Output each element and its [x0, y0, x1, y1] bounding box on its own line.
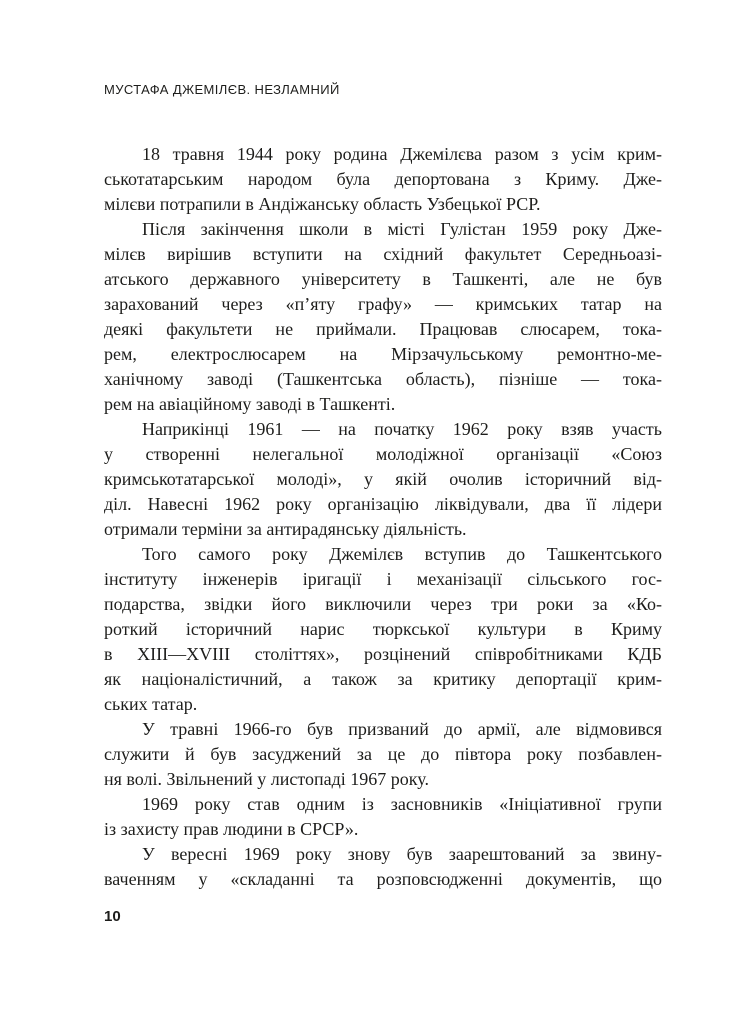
text-line: подарства, звідки його виключили через три роки за «Ко-: [104, 594, 662, 614]
paragraph: [104, 842, 662, 892]
text-line: атського державного університету в Ташкенті, але не був: [104, 269, 662, 289]
text-line: зарахований через «п’яту графу» — кримських татар на: [104, 294, 662, 314]
paragraph: [104, 217, 662, 417]
text-line: ських татар.: [104, 694, 198, 714]
text-line: рем на авіаційному заводі в Ташкенті.: [104, 394, 396, 414]
text-line: рем, електрослюсарем на Мірзачульському ремонтно-ме-: [104, 344, 662, 364]
text-line: ня волі. Звільнений у листопаді 1967 року.: [104, 769, 429, 789]
text-line: інституту інженерів іригації і механізації сільського гос-: [104, 569, 662, 589]
text-line: в XIII—XVIII століттях», розцінений співробітниками КДБ: [104, 644, 662, 664]
paragraph: [104, 717, 662, 792]
text-line: ханічному заводі (Ташкентська область), пізніше — тока-: [104, 369, 662, 389]
text-line: деякі факультети не приймали. Працював слюсарем, тока-: [104, 319, 662, 339]
text-line: мілєв вирішив вступити на східний факультет Середньоазі-: [104, 244, 662, 264]
text-line: ваченням у «складанні та розповсюдженні документів, що: [104, 869, 662, 889]
text-line: отримали терміни за антирадянську діяльність.: [104, 519, 467, 539]
text-line: Того самого року Джемілєв вступив до Ташкентського: [142, 544, 662, 564]
text-line: служити й був засуджений за це до півтора року позбавлен-: [104, 744, 662, 764]
text-line: діл. Навесні 1962 року організацію ліквідували, два її лідери: [104, 494, 662, 514]
paragraph: [104, 542, 662, 717]
text-line: як націоналістичний, а також за критику депортації крим-: [104, 669, 662, 689]
text-line: 1969 року став одним із засновників «Ініціативної групи: [142, 794, 662, 814]
text-line: у створенні нелегальної молодіжної організації «Союз: [104, 444, 662, 464]
page-number: 10: [104, 908, 121, 925]
text-line: Після закінчення школи в місті Гулістан 1959 року Дже-: [142, 219, 662, 239]
text-line: мілєви потрапили в Андіжанську область Узбецької РСР.: [104, 194, 541, 214]
paragraph: [104, 792, 662, 842]
text-line: кримськотатарської молоді», у якій очолив історичний від-: [104, 469, 662, 489]
text-line: 18 травня 1944 року родина Джемілєва разом з усім крим-: [142, 144, 662, 164]
text-line: У вересні 1969 року знову був заарештований за звину-: [142, 844, 662, 864]
text-line: У травні 1966-го був призваний до армії, але відмовився: [142, 719, 662, 739]
running-header: МУСТАФА ДЖЕМІЛЄВ. НЕЗЛАМНИЙ: [104, 82, 340, 97]
paragraph: [104, 142, 662, 217]
text-line: із захисту прав людини в СРСР».: [104, 819, 359, 839]
text-line: роткий історичний нарис тюркської культури в Криму: [104, 619, 662, 639]
body-text: [104, 142, 662, 892]
text-line: Наприкінці 1961 — на початку 1962 року взяв участь: [142, 419, 662, 439]
text-line: ськотатарським народом була депортована з Криму. Дже-: [104, 169, 662, 189]
paragraph: [104, 417, 662, 542]
